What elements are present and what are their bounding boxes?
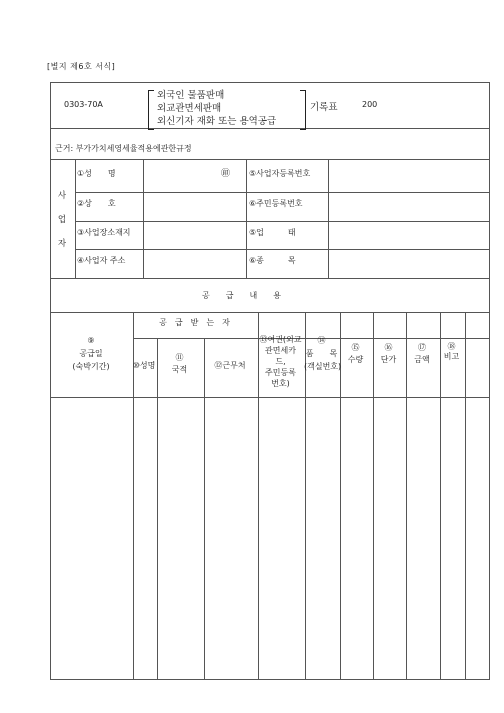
form-title (157, 89, 276, 128)
nationality-header: ⑪ 국적 (171, 353, 188, 374)
recipient-name-header: ⑩성명 (132, 361, 156, 370)
business-group-label: 사 업 자 (57, 191, 67, 249)
business-item-label: ⑥종 목 (249, 256, 296, 265)
registration-number-label: ⑤사업자등록번호 (249, 169, 311, 178)
legal-basis: 근거: 부가가치세영세율적용에관한규정 (55, 144, 192, 153)
business-address-label: ③사업장소재지 (77, 228, 131, 237)
unit-price-header: ⑯ 단가 (380, 343, 397, 364)
supply-section-title: 공 급 내 용 (202, 291, 281, 300)
recipient-group-header: 공 급 받 는 자 (159, 318, 230, 327)
workplace-header: ⑫근무처 (214, 361, 246, 370)
trade-name-label: ②상 호 (77, 199, 116, 208)
supply-date-header: ⑨ 공급일 (숙박기간) (72, 336, 110, 371)
amount-header: ⑰ 금액 (414, 343, 430, 364)
column-divider (440, 312, 441, 679)
title-line: 외신기자 재화 또는 용역공급 (157, 116, 277, 127)
passport-header: ⑬여권(외교 관면세카 드, 주민등록 번호) (259, 335, 302, 388)
divider (51, 128, 489, 129)
title-bracket-left (148, 90, 154, 130)
remarks-header (439, 342, 464, 362)
title-suffix: 기록표 (310, 102, 338, 113)
page-size: 200 (362, 100, 378, 109)
resident-number-label: ⑥주민등록번호 (249, 199, 303, 208)
form-code: 0303-70A (64, 100, 103, 109)
form-number-tag: [별지 제6호 서식] (47, 62, 116, 71)
seal-mark: ㊞ (221, 169, 231, 179)
business-type-label: ⑤업 태 (249, 228, 296, 237)
title-line: 외교관면세판매 (157, 103, 222, 114)
owner-address-label: ④사업자 주소 (77, 256, 126, 265)
title-bracket-right (300, 90, 306, 130)
name-label: ①성 명 (77, 169, 116, 178)
quantity-header: ⑮ 수량 (347, 343, 364, 364)
column-divider (465, 312, 466, 679)
item-header: ⑭ 품 목 (객실번호) (304, 336, 342, 371)
title-line: 외국인 물품판매 (157, 90, 225, 101)
remarks-header-line: 비고 (443, 352, 460, 361)
remarks-header-line: ⑱ (447, 342, 456, 351)
